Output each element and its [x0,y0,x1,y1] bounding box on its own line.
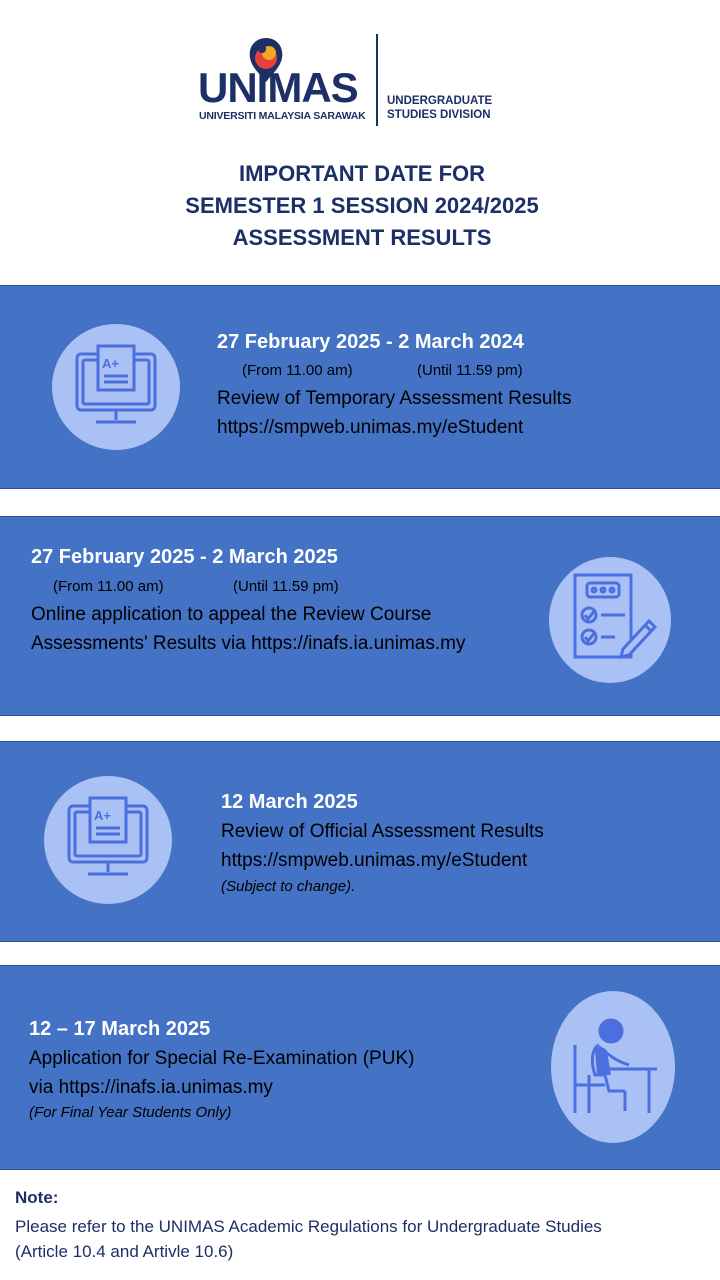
card-note: (For Final Year Students Only) [29,1104,232,1121]
card-link[interactable]: via https://inafs.ia.unimas.my [29,1077,273,1098]
page-title [0,158,720,254]
card-time-until: (Until 11.59 pm) [233,578,339,595]
note-line-2: (Article 10.4 and Artivle 10.6) [15,1242,234,1261]
division-line-2: STUDIES DIVISION [387,109,491,121]
card-time-from: (From 11.00 am) [53,578,164,595]
student-desk-icon [551,991,675,1143]
date-card-special-reexam [0,965,720,1170]
division-line-1: UNDERGRADUATE [387,95,493,107]
card-icon-circle [52,324,180,450]
card-icon-circle [44,776,172,904]
card-description: Review of Official Assessment Results [221,821,544,842]
card-link[interactable]: https://smpweb.unimas.my/eStudent [221,850,528,871]
card-note: (Subject to change). [221,878,356,895]
logo-wordmark: UNIMAS [198,64,358,111]
card-description: Review of Temporary Assessment Results [217,388,572,409]
note-body [15,1214,602,1264]
division-name [387,94,492,122]
logo-subtitle: UNIVERSITI MALAYSIA SARAWAK [199,110,366,122]
title-line-2: SEMESTER 1 SESSION 2024/2025 [185,193,539,218]
note-line-1: Please refer to the UNIMAS Academic Regulations for Undergraduate Studies [15,1217,602,1236]
card-description-link[interactable]: Assessments' Results via https://inafs.ia.unimas.my [31,633,466,654]
logo-divider [376,34,378,126]
date-card-appeal-application [0,516,720,716]
card-time-from: (From 11.00 am) [242,362,353,379]
card-description: Online application to appeal the Review Course [31,604,432,625]
checklist-icon [549,557,671,683]
title-line-3: ASSESSMENT RESULTS [232,225,492,250]
card-date: 12 March 2025 [221,791,358,813]
title-line-1: IMPORTANT DATE FOR [238,161,486,186]
card-time-until: (Until 11.59 pm) [417,362,523,379]
card-icon-circle [551,991,675,1143]
card-link[interactable]: https://smpweb.unimas.my/eStudent [217,417,524,438]
computer-grade-icon [44,776,172,904]
svg-text:A+: A+ [94,808,111,823]
card-date: 27 February 2025 - 2 March 2024 [217,331,524,353]
card-description: Application for Special Re-Examination (PUK) [29,1048,415,1069]
header [0,0,720,140]
card-date: 27 February 2025 - 2 March 2025 [31,546,338,568]
date-card-official-review [0,741,720,942]
card-icon-circle [549,557,671,683]
card-date: 12 – 17 March 2025 [29,1018,211,1040]
date-card-temporary-review [0,285,720,489]
note-label: Note: [15,1188,59,1207]
svg-text:A+: A+ [102,356,119,371]
computer-grade-icon [52,324,180,450]
